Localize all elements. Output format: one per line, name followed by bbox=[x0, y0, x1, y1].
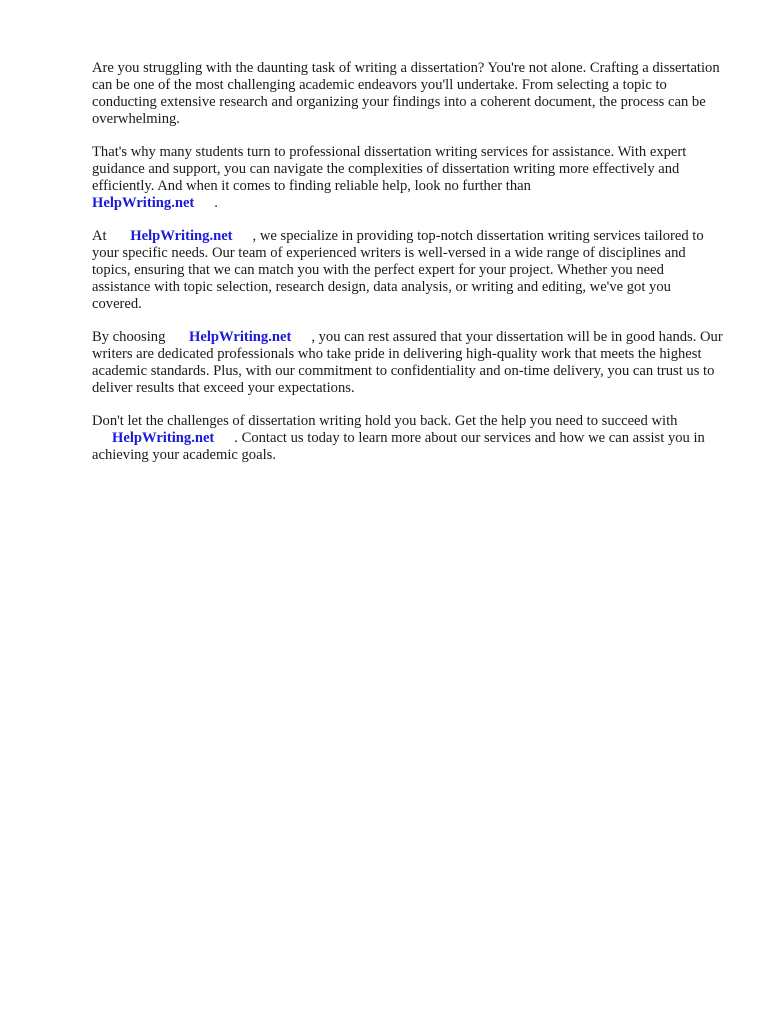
paragraph-closing bbox=[92, 413, 724, 464]
paragraph-services bbox=[92, 144, 724, 212]
paragraph-specialize-start: At bbox=[92, 228, 107, 244]
paragraph-specialize bbox=[92, 228, 724, 313]
helpwriting-link-1[interactable]: HelpWriting.net bbox=[92, 195, 195, 211]
paragraph-closing-text: . Contact us today to learn more about our services and how we can assist you in achieving your academic goals. bbox=[92, 430, 705, 463]
helpwriting-link-2[interactable]: HelpWriting.net bbox=[130, 228, 233, 244]
paragraph-services-end: . bbox=[214, 195, 218, 211]
paragraph-intro bbox=[92, 60, 724, 128]
document-page bbox=[92, 60, 724, 480]
helpwriting-link-3[interactable]: HelpWriting.net bbox=[189, 329, 292, 345]
paragraph-services-text: That's why many students turn to professional dissertation writing services for assistance. With expert guidance and support, you can navigate the complexities of dissertation writing more effectively and efficiently. And when it comes to finding reliable help, look no further than bbox=[92, 144, 687, 194]
paragraph-specialize-text: , we specialize in providing top-notch dissertation writing services tailored to your specific needs. Our team of experienced writers is well-versed in a wide range of disciplines and topics, ensuring that we can match you with the perfect expert for your project. Whether you need assistance with topic selection, research design, data analysis, or writing and editing, we've got you covered. bbox=[92, 228, 704, 312]
paragraph-closing-start: Don't let the challenges of dissertation writing hold you back. Get the help you need to succeed with bbox=[92, 413, 678, 429]
paragraph-choosing-start: By choosing bbox=[92, 329, 166, 345]
paragraph-intro-text: Are you struggling with the daunting task of writing a dissertation? You're not alone. Crafting a dissertation can be one of the most challenging academic endeavors you'll undertake. From selecting a topic to conducting extensive research and organizing your findings into a coherent document, the process can be overwhelming. bbox=[92, 60, 720, 127]
paragraph-choosing bbox=[92, 329, 724, 397]
paragraph-choosing-text: , you can rest assured that your dissertation will be in good hands. Our writers are dedicated professionals who take pride in delivering high-quality work that meets the highest academic standards. Plus, with our commitment to confidentiality and on-time delivery, you can trust us to deliver results that exceed your expectations. bbox=[92, 329, 723, 396]
helpwriting-link-4[interactable]: HelpWriting.net bbox=[112, 430, 215, 446]
